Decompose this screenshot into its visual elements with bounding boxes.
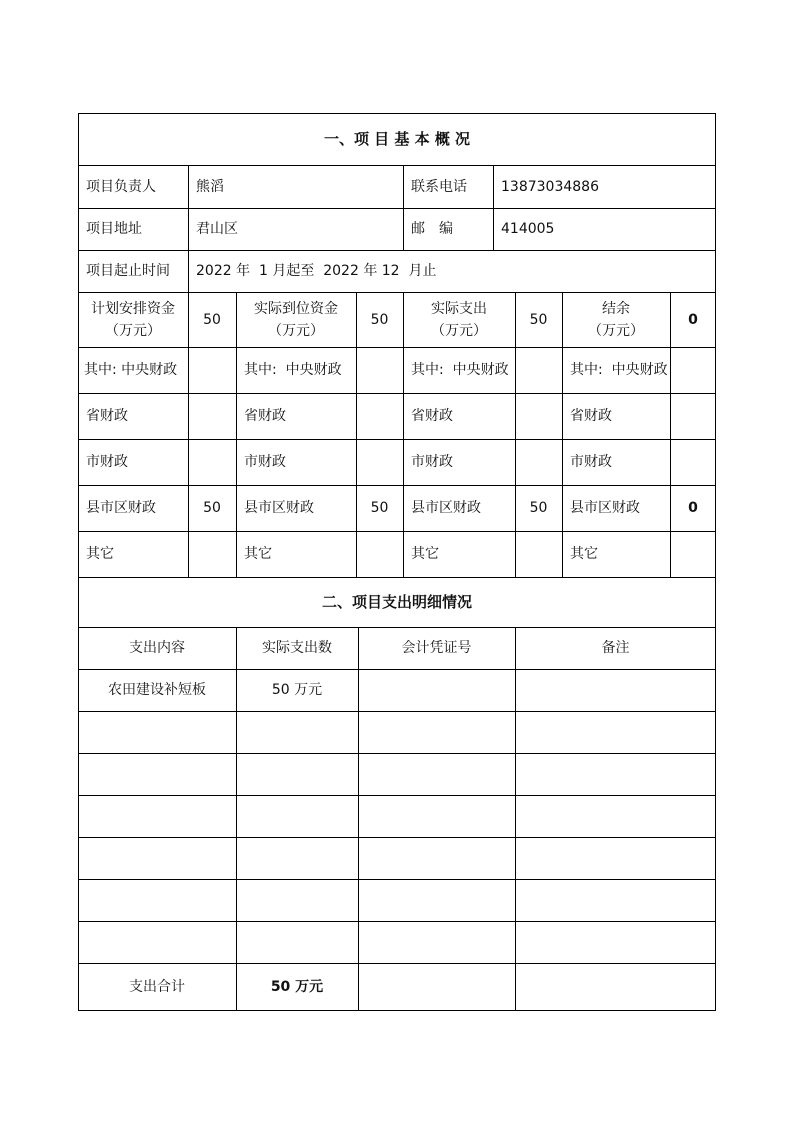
header-content: 支出内容 bbox=[129, 640, 185, 656]
header-voucher: 会计凭证号 bbox=[401, 640, 472, 656]
section1-title: 一、项 目 基 本 概 况 bbox=[323, 130, 471, 148]
row-central-value-4 bbox=[670, 347, 716, 393]
spent-funds-label bbox=[403, 292, 515, 347]
header-amount: 实际支出数 bbox=[262, 640, 332, 656]
phone-value: 13873034886 bbox=[501, 178, 599, 195]
detail-row-remark bbox=[515, 669, 716, 711]
leader-value: 熊滔 bbox=[196, 178, 224, 195]
planned-funds-label-line2: （万元） bbox=[105, 322, 161, 339]
row-municipal-value-1 bbox=[188, 439, 236, 485]
detail-row-content: 农田建设补短板 bbox=[108, 682, 206, 698]
row-county-value-3: 50 bbox=[529, 500, 548, 516]
project-expenditure-form bbox=[78, 113, 716, 1011]
postcode-value: 414005 bbox=[501, 221, 555, 237]
section2-title: 二、项目支出明细情况 bbox=[321, 593, 472, 611]
row-county-label-4: 县市区财政 bbox=[570, 500, 640, 516]
row-municipal-value-3 bbox=[515, 439, 562, 485]
row-county-value-1: 50 bbox=[203, 500, 221, 516]
row-provincial-value-4 bbox=[670, 393, 716, 439]
received-funds-value: 50 bbox=[370, 311, 389, 328]
planned-funds-value: 50 bbox=[203, 311, 221, 328]
row-municipal-value-2 bbox=[356, 439, 403, 485]
balance-value: 0 bbox=[688, 311, 698, 328]
row-central-label-2: 其中: 中央财政 bbox=[244, 362, 342, 378]
row-other-value-3 bbox=[515, 531, 562, 577]
row-central-label-1: 其中: 中央财政 bbox=[84, 362, 178, 378]
row-municipal-value-4 bbox=[670, 439, 716, 485]
balance-label-line1: 结余 bbox=[602, 300, 630, 317]
row-county-label-2: 县市区财政 bbox=[244, 500, 314, 516]
received-funds-label-line2: （万元） bbox=[268, 322, 324, 339]
row-provincial-label-4: 省财政 bbox=[570, 408, 612, 424]
received-funds-label-line1: 实际到位资金 bbox=[254, 300, 338, 317]
planned-funds-label-line1: 计划安排资金 bbox=[91, 300, 175, 317]
detail-row-voucher bbox=[358, 669, 515, 711]
row-municipal-label-4: 市财政 bbox=[570, 454, 612, 470]
detail-row-amount: 50 万元 bbox=[271, 682, 323, 698]
row-central-value-3 bbox=[515, 347, 562, 393]
row-other-label-2: 其它 bbox=[244, 546, 272, 562]
row-provincial-value-1 bbox=[188, 393, 236, 439]
balance-label-line2: （万元） bbox=[588, 322, 644, 339]
row-other-value-4 bbox=[670, 531, 716, 577]
received-funds-label bbox=[236, 292, 356, 347]
spent-funds-label-line2: （万元） bbox=[431, 322, 487, 339]
spent-funds-label-line1: 实际支出 bbox=[431, 300, 487, 317]
period-label: 项目起止时间 bbox=[86, 263, 170, 279]
address-label: 项目地址 bbox=[86, 221, 142, 237]
leader-label: 项目负责人 bbox=[86, 178, 156, 195]
header-remark: 备注 bbox=[601, 640, 630, 656]
row-central-label-4: 其中: 中央财政 bbox=[570, 362, 668, 378]
row-provincial-label-3: 省财政 bbox=[411, 408, 453, 424]
postcode-label: 邮 编 bbox=[411, 221, 453, 237]
balance-label bbox=[562, 292, 670, 347]
row-county-value-4: 0 bbox=[688, 500, 698, 516]
row-other-label-1: 其它 bbox=[86, 546, 114, 562]
row-county-label-1: 县市区财政 bbox=[86, 500, 156, 516]
phone-label: 联系电话 bbox=[411, 178, 467, 195]
row-municipal-label-2: 市财政 bbox=[244, 454, 286, 470]
row-county-value-2: 50 bbox=[370, 500, 389, 516]
row-central-value-2 bbox=[356, 347, 403, 393]
row-provincial-value-3 bbox=[515, 393, 562, 439]
spent-funds-value: 50 bbox=[529, 311, 548, 328]
row-central-value-1 bbox=[188, 347, 236, 393]
row-municipal-label-1: 市财政 bbox=[86, 454, 128, 470]
row-other-value-2 bbox=[356, 531, 403, 577]
row-provincial-value-2 bbox=[356, 393, 403, 439]
row-other-value-1 bbox=[188, 531, 236, 577]
row-other-label-4: 其它 bbox=[570, 546, 598, 562]
row-other-label-3: 其它 bbox=[411, 546, 439, 562]
row-central-label-3: 其中: 中央财政 bbox=[411, 362, 509, 378]
address-value: 君山区 bbox=[196, 221, 238, 237]
period-value: 2022 年 1 月起至 2022 年 12 月止 bbox=[196, 263, 437, 279]
row-county-label-3: 县市区财政 bbox=[411, 500, 481, 516]
row-municipal-label-3: 市财政 bbox=[411, 454, 453, 470]
planned-funds-label bbox=[78, 292, 188, 347]
row-provincial-label-2: 省财政 bbox=[244, 408, 286, 424]
total-label: 支出合计 bbox=[129, 979, 185, 995]
row-provincial-label-1: 省财政 bbox=[86, 408, 128, 424]
total-value: 50 万元 bbox=[270, 979, 324, 995]
